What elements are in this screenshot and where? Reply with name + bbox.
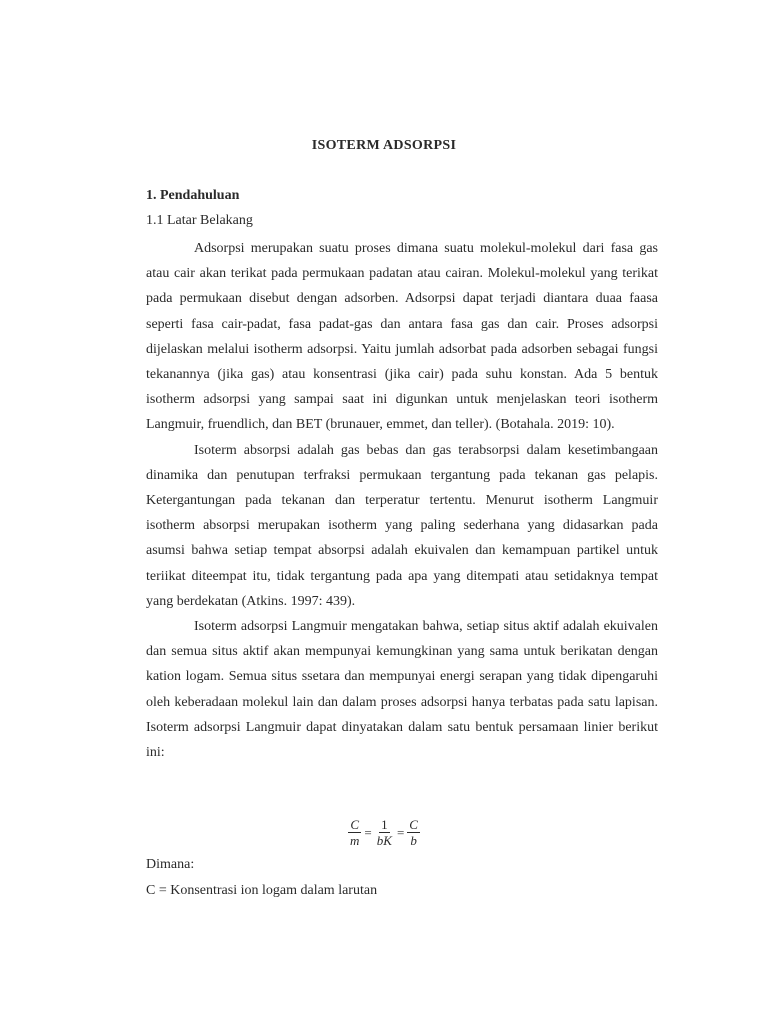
document-title: ISOTERM ADSORPSI — [311, 138, 457, 153]
dimana-label: Dimana: — [146, 857, 195, 872]
section-heading: 1. Pendahuluan — [146, 188, 240, 203]
paragraph-3: Isoterm adsorpsi Langmuir mengatakan bahwa, setiap situs aktif adalah ekuivalen dan semua situs aktif akan mempunyai kemungkinan yang sama untuk berikatan dengan kation logam. Semua situs ssetara dan mempunyai energi serapan yang tidak dipengaruhi oleh keberadaan molekul lain dan dalam proses adsorpsi hanya terbatas pada satu lapisan. Isoterm adsorpsi Langmuir dapat dinyatakan dalam satu bentuk persamaan linier berikut ini: — [146, 619, 658, 761]
equals-sign: = — [396, 825, 405, 840]
langmuir-formula — [0, 817, 768, 848]
definition-c: C = Konsentrasi ion logam dalam larutan — [146, 883, 378, 898]
fraction-c-over-b — [407, 817, 420, 848]
fraction-numerator: 1 — [381, 817, 388, 832]
fraction-numerator: C — [409, 817, 418, 832]
body-text — [146, 236, 658, 765]
fraction-denominator: b — [410, 833, 417, 848]
paragraph-1: Adsorpsi merupakan suatu proses dimana suatu molekul-molekul dari fasa gas atau cair akan terikat pada permukaan padatan atau cairan. Molekul-molekul yang terikat pada permukaan disebut dengan adsorben. Adsorpsi dapat terjadi diantara duaa faasa seperti fasa cair-padat, fasa padat-gas dan antara fasa gas dan cair. Proses adsorpsi dijelaskan melalui isotherm adsorpsi. Yaitu jumlah adsorbat pada adsorben sebagai fungsi tekanannya (jika gas) atau konsentrasi (jika cair) pada suhu konstan. Ada 5 bentuk isotherm adsorpsi yang sampai saat ini digunkan untuk menjelaskan teori isotherm Langmuir, fruendlich, dan BET (brunauer, emmet, dan teller). (Botahala. 2019: 10). — [146, 241, 658, 433]
fraction-c-over-m — [348, 817, 361, 848]
equals-sign: = — [364, 825, 372, 840]
fraction-1-over-bk — [375, 817, 394, 848]
fraction-denominator: bK — [376, 833, 392, 848]
fraction-denominator: m — [350, 833, 360, 848]
fraction-numerator: C — [350, 817, 360, 832]
subsection-heading: 1.1 Latar Belakang — [146, 213, 253, 228]
paragraph-2: Isoterm absorpsi adalah gas bebas dan gas terabsorpsi dalam kesetimbangaan dinamika dan penutupan terfraksi permukaan tergantung pada tekanan gas pelapis. Ketergantungan pada tekanan dan terperatur tertentu. Menurut isotherm Langmuir isotherm absorpsi merupakan isotherm yang paling sederhana yang didasarkan pada asumsi bahwa setiap tempat absorpsi adalah ekuivalen dan kemampuan partikel untuk teriikat diteempat itu, tidak tergantung pada apa yang ditempati atau setidaknya tempat yang berdekatan (Atkins. 1997: 439). — [146, 442, 658, 609]
